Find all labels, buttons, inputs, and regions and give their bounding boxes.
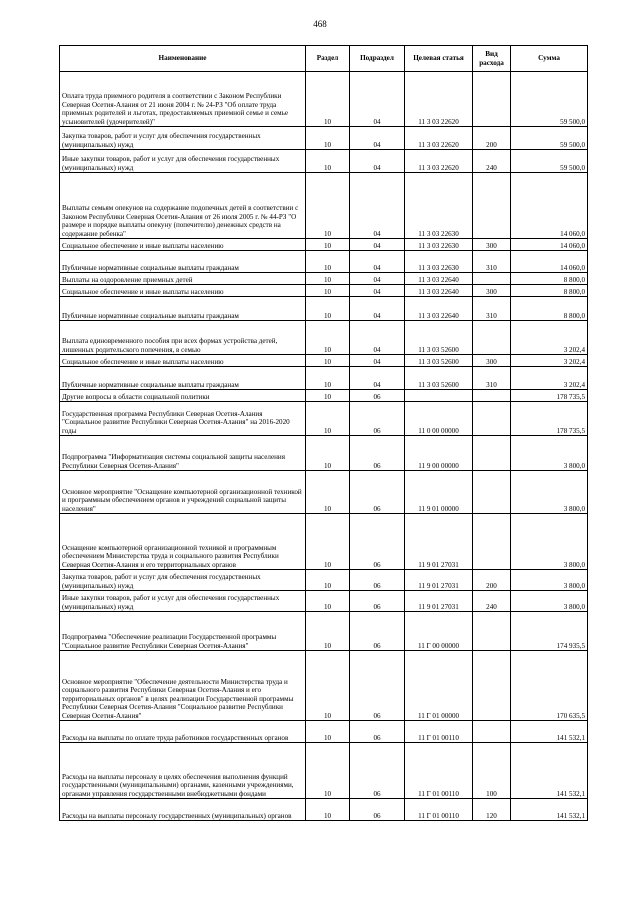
row-type: 300 [473, 285, 511, 297]
row-section: 10 [306, 743, 350, 799]
row-type: 100 [473, 743, 511, 799]
row-subsection: 04 [350, 355, 405, 367]
table-row [60, 297, 588, 321]
row-subsection: 06 [350, 721, 405, 743]
row-section: 10 [306, 127, 350, 150]
table-row [60, 285, 588, 297]
table-row [60, 612, 588, 651]
row-target: 11 3 03 22630 [405, 251, 473, 273]
row-target: 11 3 03 22630 [405, 239, 473, 251]
table-row [60, 651, 588, 721]
row-section: 10 [306, 591, 350, 612]
row-type [473, 436, 511, 471]
row-subsection: 06 [350, 743, 405, 799]
table-row [60, 514, 588, 570]
row-sum: 178 735,5 [511, 402, 588, 436]
row-section: 10 [306, 297, 350, 321]
row-name: Государственная программа Республики Северная Осетия-Алания "Социальное развитие Республики Северная Осетия-Алания" на 2016-2020 годы [60, 402, 306, 436]
row-sum: 8 800,0 [511, 297, 588, 321]
table-row [60, 127, 588, 150]
row-name: Другие вопросы в области социальной политики [60, 390, 306, 402]
row-sum: 14 060,0 [511, 239, 588, 251]
row-target: 11 3 03 22620 [405, 72, 473, 127]
table-row [60, 390, 588, 402]
row-subsection: 04 [350, 285, 405, 297]
row-type: 300 [473, 355, 511, 367]
header-subsection: Подраздел [350, 46, 405, 72]
table-row [60, 173, 588, 239]
row-name: Публичные нормативные социальные выплаты гражданам [60, 367, 306, 390]
row-name: Основное мероприятие "Оснащение компьютерной организационной техникой и программным обеспечением органов и учреждений социальной защиты населения" [60, 471, 306, 514]
row-subsection: 04 [350, 239, 405, 251]
row-name: Расходы на выплаты персоналу государственных (муниципальных) органов [60, 799, 306, 821]
row-target: 11 0 00 00000 [405, 402, 473, 436]
row-subsection: 06 [350, 799, 405, 821]
row-section: 10 [306, 570, 350, 591]
row-subsection: 04 [350, 251, 405, 273]
row-subsection: 06 [350, 514, 405, 570]
row-target: 11 3 03 52600 [405, 321, 473, 355]
row-section: 10 [306, 651, 350, 721]
table-row [60, 72, 588, 127]
table-row [60, 150, 588, 173]
row-section: 10 [306, 273, 350, 285]
row-subsection: 04 [350, 321, 405, 355]
row-target: 11 3 03 22620 [405, 127, 473, 150]
row-sum: 8 800,0 [511, 273, 588, 285]
row-target: 11 3 03 22640 [405, 297, 473, 321]
budget-table [59, 45, 588, 821]
table-row [60, 367, 588, 390]
header-target: Целевая статья [405, 46, 473, 72]
page-number: 468 [313, 19, 327, 29]
row-target: 11 Г 01 00000 [405, 651, 473, 721]
row-type [473, 402, 511, 436]
row-sum: 178 735,5 [511, 390, 588, 402]
row-target: 11 3 03 22640 [405, 285, 473, 297]
row-name: Социальное обеспечение и иные выплаты населению [60, 285, 306, 297]
row-sum: 3 202,4 [511, 355, 588, 367]
row-name: Основное мероприятие "Обеспечение деятельности Министерства труда и социального развития Республики Северная Осетия-Алания и его территориальных органов" в целях реализации Государственной программы Республики Северная Осетия-Алания "Социальное развитие Республики Северная Осетия-Алания" [60, 651, 306, 721]
row-type [473, 471, 511, 514]
row-section: 10 [306, 721, 350, 743]
row-subsection: 04 [350, 127, 405, 150]
row-section: 10 [306, 471, 350, 514]
row-target: 11 3 03 22620 [405, 150, 473, 173]
row-section: 10 [306, 355, 350, 367]
row-section: 10 [306, 514, 350, 570]
row-type [473, 514, 511, 570]
row-sum: 59 500,0 [511, 150, 588, 173]
header-type: Вид расхода [473, 46, 511, 72]
row-section: 10 [306, 390, 350, 402]
row-sum: 141 532,1 [511, 799, 588, 821]
row-type [473, 612, 511, 651]
row-name: Подпрограмма "Обеспечение реализации Государственной программы "Социальное развитие Республики Северная Осетия-Алания" [60, 612, 306, 651]
row-target: 11 3 03 22630 [405, 173, 473, 239]
row-name: Оплата труда приемного родителя в соответствии с Законом Республики Северная Осетия-Алания от 21 июня 2004 г. № 24-РЗ "Об оплате труда приемных родителей и льготах, предоставляемых приемной семье и семье усыновителей (удочерителей)" [60, 72, 306, 127]
row-target: 11 3 03 52600 [405, 355, 473, 367]
row-sum: 170 635,5 [511, 651, 588, 721]
row-sum: 14 060,0 [511, 173, 588, 239]
row-section: 10 [306, 239, 350, 251]
row-sum: 14 060,0 [511, 251, 588, 273]
row-type: 300 [473, 239, 511, 251]
row-name: Выплата единовременного пособия при всех формах устройства детей, лишенных родительского попечения, в семью [60, 321, 306, 355]
row-sum: 3 800,0 [511, 436, 588, 471]
row-subsection: 04 [350, 72, 405, 127]
row-sum: 3 800,0 [511, 591, 588, 612]
row-target: 11 9 01 27031 [405, 591, 473, 612]
row-type [473, 321, 511, 355]
row-subsection: 06 [350, 570, 405, 591]
row-target: 11 9 00 00000 [405, 436, 473, 471]
row-section: 10 [306, 799, 350, 821]
row-type [473, 651, 511, 721]
row-name: Расходы на выплаты персоналу в целях обеспечения выполнения функций государственными (муниципальными) органами, казенными учреждениями, органами управления государственными внебюджетными фондами [60, 743, 306, 799]
row-target: 11 9 01 00000 [405, 471, 473, 514]
row-subsection: 04 [350, 173, 405, 239]
row-name: Закупка товаров, работ и услуг для обеспечения государственных (муниципальных) нужд [60, 127, 306, 150]
row-target: 11 Г 01 00110 [405, 721, 473, 743]
row-sum: 3 202,4 [511, 367, 588, 390]
row-sum: 3 800,0 [511, 570, 588, 591]
table-row [60, 591, 588, 612]
row-name: Выплаты на оздоровление приемных детей [60, 273, 306, 285]
table-row [60, 436, 588, 471]
row-section: 10 [306, 72, 350, 127]
row-sum: 3 800,0 [511, 471, 588, 514]
row-type [473, 273, 511, 285]
row-type [473, 173, 511, 239]
table-row [60, 743, 588, 799]
table-row [60, 239, 588, 251]
row-sum: 3 800,0 [511, 514, 588, 570]
row-section: 10 [306, 150, 350, 173]
row-type: 120 [473, 799, 511, 821]
row-sum: 8 800,0 [511, 285, 588, 297]
row-target: 11 Г 01 00110 [405, 799, 473, 821]
row-name: Публичные нормативные социальные выплаты гражданам [60, 251, 306, 273]
row-name: Закупка товаров, работ и услуг для обеспечения государственных (муниципальных) нужд [60, 570, 306, 591]
row-subsection: 06 [350, 436, 405, 471]
row-section: 10 [306, 173, 350, 239]
row-sum: 174 935,5 [511, 612, 588, 651]
row-section: 10 [306, 612, 350, 651]
row-type: 240 [473, 591, 511, 612]
row-type [473, 72, 511, 127]
row-section: 10 [306, 402, 350, 436]
table-header-row [60, 46, 588, 72]
row-type [473, 721, 511, 743]
table-row [60, 570, 588, 591]
row-target: 11 Г 01 00110 [405, 743, 473, 799]
row-name: Публичные нормативные социальные выплаты гражданам [60, 297, 306, 321]
row-section: 10 [306, 436, 350, 471]
row-subsection: 06 [350, 390, 405, 402]
row-target: 11 Г 00 00000 [405, 612, 473, 651]
table-row [60, 321, 588, 355]
row-type: 200 [473, 127, 511, 150]
row-target: 11 3 03 52600 [405, 367, 473, 390]
row-section: 10 [306, 285, 350, 297]
row-name: Подпрограмма "Информатизация системы социальной защиты населения Республики Северная Осетия-Алания" [60, 436, 306, 471]
row-type [473, 390, 511, 402]
row-sum: 141 532,1 [511, 721, 588, 743]
row-name: Иные закупки товаров, работ и услуг для обеспечения государственных (муниципальных) нужд [60, 591, 306, 612]
row-target: 11 9 01 27031 [405, 514, 473, 570]
row-type: 200 [473, 570, 511, 591]
row-type: 310 [473, 251, 511, 273]
row-section: 10 [306, 367, 350, 390]
row-section: 10 [306, 251, 350, 273]
row-type: 310 [473, 297, 511, 321]
row-type: 310 [473, 367, 511, 390]
table-row [60, 251, 588, 273]
header-name: Наименование [60, 46, 306, 72]
row-type: 240 [473, 150, 511, 173]
row-target [405, 390, 473, 402]
header-section: Раздел [306, 46, 350, 72]
row-subsection: 06 [350, 471, 405, 514]
table-row [60, 799, 588, 821]
row-target: 11 3 03 22640 [405, 273, 473, 285]
row-subsection: 06 [350, 651, 405, 721]
row-subsection: 04 [350, 367, 405, 390]
row-subsection: 04 [350, 297, 405, 321]
row-name: Социальное обеспечение и иные выплаты населению [60, 355, 306, 367]
header-sum: Сумма [511, 46, 588, 72]
row-subsection: 04 [350, 150, 405, 173]
row-sum: 59 500,0 [511, 127, 588, 150]
table-row [60, 273, 588, 285]
row-subsection: 06 [350, 612, 405, 651]
row-name: Оснащение компьютерной организационной техникой и программным обеспечением Министерства труда и социального развития Республики Северная Осетия-Алания и его территориальных органов [60, 514, 306, 570]
table-row [60, 471, 588, 514]
row-section: 10 [306, 321, 350, 355]
row-name: Выплаты семьям опекунов на содержание подопечных детей в соответствии с Законом Республики Северная Осетия-Алания от 26 июля 2005 г. № 44-РЗ "О размере и порядке выплаты опекуну (попечителю) денежных средств на содержание ребенка" [60, 173, 306, 239]
row-subsection: 06 [350, 591, 405, 612]
row-sum: 141 532,1 [511, 743, 588, 799]
row-name: Иные закупки товаров, работ и услуг для обеспечения государственных (муниципальных) нужд [60, 150, 306, 173]
row-sum: 59 500,0 [511, 72, 588, 127]
row-subsection: 04 [350, 273, 405, 285]
table-row [60, 355, 588, 367]
row-subsection: 06 [350, 402, 405, 436]
row-sum: 3 202,4 [511, 321, 588, 355]
row-name: Расходы на выплаты по оплате труда работников государственных органов [60, 721, 306, 743]
table-row [60, 721, 588, 743]
row-target: 11 9 01 27031 [405, 570, 473, 591]
row-name: Социальное обеспечение и иные выплаты населению [60, 239, 306, 251]
table-row [60, 402, 588, 436]
